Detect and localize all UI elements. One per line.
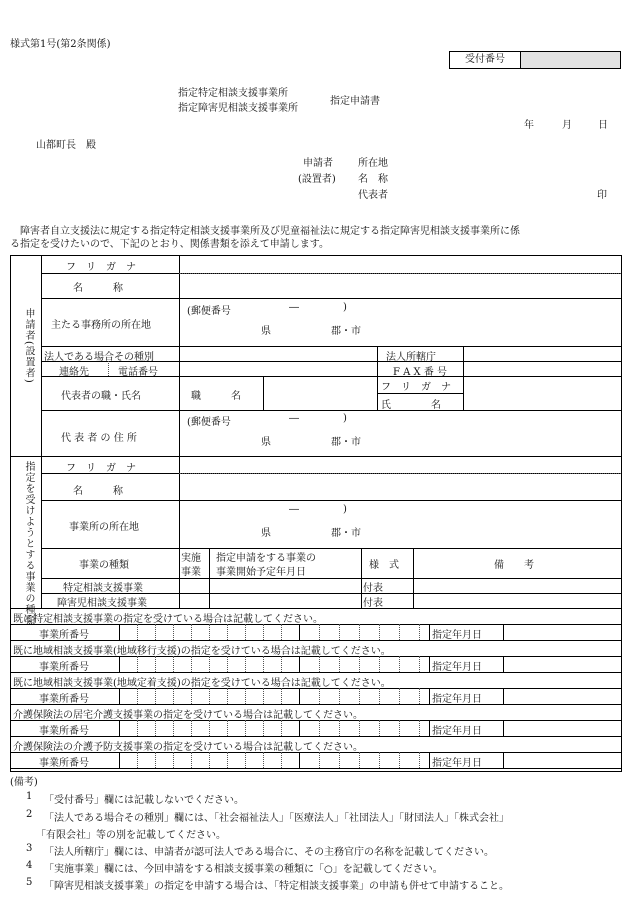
business-row-1-remarks[interactable] xyxy=(415,579,619,592)
business-row-2-name: 障害児相談支援事業 xyxy=(57,598,147,609)
office-number-label: 事業所番号 xyxy=(39,726,89,737)
business-row-2-remarks[interactable] xyxy=(415,594,619,607)
start-date-header-b: 事業開始予定年月日 xyxy=(216,567,306,578)
note-3-text: 「法人所轄庁」欄には、申請者が認可法人である場合に、その主務官庁の名称を記載してください。 xyxy=(44,847,494,858)
date-month: 月 xyxy=(562,120,572,131)
office-number-digit[interactable] xyxy=(138,721,154,735)
seal-mark: 印 xyxy=(597,190,607,201)
office-number-digit[interactable] xyxy=(156,657,172,671)
application-table xyxy=(10,255,622,772)
rep-position-field[interactable] xyxy=(265,378,375,409)
digit-divider xyxy=(419,752,420,768)
office-number-digit[interactable] xyxy=(246,657,262,671)
digit-divider xyxy=(359,752,360,768)
digit-divider xyxy=(263,624,264,640)
office-number-digit[interactable] xyxy=(282,657,298,671)
digit-divider xyxy=(245,720,246,736)
digit-divider xyxy=(227,656,228,672)
office-number-digit[interactable] xyxy=(120,625,136,639)
office-number-digit[interactable] xyxy=(156,625,172,639)
digit-divider xyxy=(419,688,420,704)
digit-divider xyxy=(419,720,420,736)
office-number-digit[interactable] xyxy=(228,625,244,639)
digit-divider xyxy=(227,624,228,640)
office-number-digit[interactable] xyxy=(246,625,262,639)
office-number-digit[interactable] xyxy=(282,625,298,639)
form-number: 様式第1号(第2条関係) xyxy=(10,39,111,50)
digit-divider xyxy=(263,688,264,704)
office-number-digit[interactable] xyxy=(264,753,280,767)
rep-title-label: 代表者の職・氏名 xyxy=(61,391,141,402)
designation-date-field[interactable] xyxy=(505,689,619,703)
corp-authority-field[interactable] xyxy=(465,348,619,360)
business-row-1-implemented[interactable] xyxy=(181,579,207,592)
digit-divider xyxy=(245,624,246,640)
digit-divider xyxy=(155,752,156,768)
name-field[interactable] xyxy=(181,275,619,297)
office-number-digit[interactable] xyxy=(138,753,154,767)
digit-divider xyxy=(191,656,192,672)
fax-label: F A X 番 号 xyxy=(393,367,447,378)
rep-furigana-field[interactable] xyxy=(465,378,619,392)
form-header: 様 式 xyxy=(369,560,399,571)
digit-divider xyxy=(263,656,264,672)
digit-divider xyxy=(155,624,156,640)
cell-divider xyxy=(299,624,300,640)
main-office-dash: ― xyxy=(289,302,299,313)
note-3-num: 3 xyxy=(26,843,33,854)
note-2-text: 「法人である場合その種別」欄には、「社会福祉法人」「医療法人」「社団法人」「財団法人」「株式会社」 xyxy=(44,813,509,824)
cell-divider xyxy=(429,656,430,672)
digit-divider xyxy=(209,624,210,640)
addressee: 山都町長 殿 xyxy=(36,140,96,151)
note-2-continued: 「有限会社」等の別を記載してください。 xyxy=(36,830,226,841)
digit-divider xyxy=(227,720,228,736)
digit-divider xyxy=(339,720,340,736)
office-prefecture: 県 xyxy=(261,528,271,539)
start-date-header-a: 指定申請をする事業の xyxy=(216,553,316,564)
title-line2: 指定障害児相談支援事業所 xyxy=(178,103,298,114)
rep-name-label: 氏 名 xyxy=(381,400,441,411)
office-name-label: 名 称 xyxy=(73,486,123,497)
cell-divider xyxy=(429,752,430,768)
note-4-num: 4 xyxy=(26,860,33,871)
digit-divider xyxy=(137,656,138,672)
furigana-field[interactable] xyxy=(181,258,619,272)
office-paren: ) xyxy=(343,504,347,515)
office-city: 郡・市 xyxy=(331,528,361,539)
office-number-digit[interactable] xyxy=(192,721,208,735)
office-number-digit[interactable] xyxy=(210,657,226,671)
cell-divider xyxy=(299,720,300,736)
business-row-2-implemented[interactable] xyxy=(181,594,207,607)
office-number-digit[interactable] xyxy=(192,625,208,639)
office-number-digit[interactable] xyxy=(228,721,244,735)
office-number-digit[interactable] xyxy=(174,657,190,671)
digit-divider xyxy=(173,624,174,640)
reception-number-box xyxy=(449,51,621,69)
business-row-1-form: 付表 xyxy=(363,583,383,594)
applicant-side-label: 申請者(設置者) xyxy=(23,308,34,384)
business-type-header: 事業の種類 xyxy=(79,560,129,571)
digit-divider xyxy=(173,656,174,672)
digit-divider xyxy=(209,720,210,736)
office-number-label: 事業所番号 xyxy=(39,694,89,705)
note-1-text: 「受付番号」欄には記載しないでください。 xyxy=(44,795,244,806)
applicant-name-label: 名 称 xyxy=(358,174,388,185)
cell-divider xyxy=(429,624,430,640)
cell-divider xyxy=(503,752,504,768)
office-number-label: 事業所番号 xyxy=(39,662,89,673)
rep-address-postal: (郵便番号 xyxy=(187,417,231,428)
intro-line1: 障害者自立支援法に規定する指定特定相談支援事業所及び児童福祉法に規定する指定障害児相談支援事業所に係 xyxy=(20,226,520,237)
office-number-digit[interactable] xyxy=(228,657,244,671)
corp-type-field[interactable] xyxy=(181,348,375,360)
designation-date-field[interactable] xyxy=(505,721,619,735)
office-number-digit[interactable] xyxy=(264,657,280,671)
digit-divider xyxy=(245,688,246,704)
office-furigana-field[interactable] xyxy=(181,458,619,472)
digit-divider xyxy=(191,752,192,768)
digit-divider xyxy=(137,720,138,736)
office-number-digit[interactable] xyxy=(282,721,298,735)
office-number-digit[interactable] xyxy=(210,625,226,639)
office-number-label: 事業所番号 xyxy=(39,758,89,769)
digit-divider xyxy=(209,752,210,768)
corp-type-label: 法人である場合その種別 xyxy=(44,352,154,363)
designation-date-label: 指定年月日 xyxy=(432,726,482,737)
note-5-num: 5 xyxy=(26,877,33,888)
digit-divider xyxy=(419,624,420,640)
digit-divider xyxy=(209,688,210,704)
digit-divider xyxy=(339,624,340,640)
digit-divider xyxy=(137,752,138,768)
rep-position-label: 職 名 xyxy=(191,391,241,402)
existing-header: 介護保険法の居宅介護支援事業の指定を受けている場合は記載してください。 xyxy=(13,710,363,721)
corp-authority-label: 法人所轄庁 xyxy=(386,352,436,363)
digit-divider xyxy=(359,688,360,704)
title-suffix: 指定申請書 xyxy=(330,96,380,107)
office-dash: ― xyxy=(289,504,299,515)
digit-divider xyxy=(191,688,192,704)
digit-divider xyxy=(281,624,282,640)
cell-divider xyxy=(503,688,504,704)
office-number-label: 事業所番号 xyxy=(39,630,89,641)
row-divider xyxy=(11,704,621,705)
existing-header: 介護保険法の介護予防支援事業の指定を受けている場合は記載してください。 xyxy=(13,742,363,753)
representative-label: 代表者 xyxy=(358,190,388,201)
office-number-digit[interactable] xyxy=(246,721,262,735)
office-number-digit[interactable] xyxy=(192,689,208,703)
office-number-digit[interactable] xyxy=(174,753,190,767)
office-number-digit[interactable] xyxy=(138,625,154,639)
office-number-digit[interactable] xyxy=(156,721,172,735)
cell-divider xyxy=(429,688,430,704)
remarks-header: 備 考 xyxy=(494,560,534,571)
office-number-digit[interactable] xyxy=(174,625,190,639)
office-number-digit[interactable] xyxy=(138,657,154,671)
rep-address-dash: ― xyxy=(289,413,299,424)
note-2-num: 2 xyxy=(26,809,33,820)
name-label: 名 称 xyxy=(73,283,123,294)
digit-divider xyxy=(379,656,380,672)
business-row-1-start-date[interactable] xyxy=(211,579,359,592)
rep-address-paren: ) xyxy=(343,413,347,424)
digit-divider xyxy=(155,720,156,736)
digit-divider xyxy=(155,688,156,704)
digit-divider xyxy=(263,720,264,736)
phone-label: 電話番号 xyxy=(118,367,158,378)
phone-field[interactable] xyxy=(181,363,375,375)
digit-divider xyxy=(379,688,380,704)
business-side-label: 指定を受けようとする事業の種類 xyxy=(23,461,34,626)
designation-date-field[interactable] xyxy=(505,657,619,671)
digit-divider xyxy=(379,624,380,640)
office-number-digit[interactable] xyxy=(192,657,208,671)
office-number-digit[interactable] xyxy=(156,753,172,767)
cell-divider xyxy=(503,656,504,672)
digit-divider xyxy=(137,688,138,704)
office-number-digit[interactable] xyxy=(120,689,136,703)
rep-furigana-label: フ リ ガ ナ xyxy=(381,382,451,393)
office-name-field[interactable] xyxy=(181,475,619,499)
digit-divider xyxy=(227,752,228,768)
digit-divider xyxy=(191,720,192,736)
digit-divider xyxy=(281,688,282,704)
office-number-digit[interactable] xyxy=(264,721,280,735)
digit-divider xyxy=(319,624,320,640)
digit-divider xyxy=(339,688,340,704)
digit-divider xyxy=(359,720,360,736)
office-number-digit[interactable] xyxy=(120,721,136,735)
digit-divider xyxy=(173,688,174,704)
office-number-digit[interactable] xyxy=(282,753,298,767)
digit-divider xyxy=(319,752,320,768)
fax-field[interactable] xyxy=(465,363,619,375)
title-line1: 指定特定相談支援事業所 xyxy=(178,88,288,99)
reception-number-field[interactable] xyxy=(521,52,620,68)
digit-divider xyxy=(379,720,380,736)
digit-divider xyxy=(155,656,156,672)
digit-divider xyxy=(359,624,360,640)
business-row-2-start-date[interactable] xyxy=(211,594,359,607)
digit-divider xyxy=(379,752,380,768)
rep-address-prefecture: 県 xyxy=(261,437,271,448)
designation-date-field[interactable] xyxy=(505,753,619,767)
digit-divider xyxy=(245,656,246,672)
implemented-header-b: 事業 xyxy=(181,567,201,578)
office-number-digit[interactable] xyxy=(210,689,226,703)
digit-divider xyxy=(319,720,320,736)
office-address-label: 事業所の所在地 xyxy=(69,522,139,533)
cell-divider xyxy=(429,720,430,736)
designation-date-label: 指定年月日 xyxy=(432,694,482,705)
main-office-label: 主たる事務所の所在地 xyxy=(51,320,151,331)
row-divider xyxy=(11,736,621,737)
installer-label: (設置者) xyxy=(298,174,336,185)
cell-divider xyxy=(299,752,300,768)
office-number-digit[interactable] xyxy=(228,753,244,767)
digit-divider xyxy=(245,752,246,768)
existing-header: 既に地域相談支援事業(地域定着支援)の指定を受けている場合は記載してください。 xyxy=(13,678,391,689)
digit-divider xyxy=(339,656,340,672)
digit-divider xyxy=(137,624,138,640)
cell-divider xyxy=(299,656,300,672)
office-number-digit[interactable] xyxy=(210,721,226,735)
digit-divider xyxy=(359,656,360,672)
applicant-label: 申請者 xyxy=(303,158,333,169)
rep-name-field[interactable] xyxy=(465,395,619,409)
designation-date-label: 指定年月日 xyxy=(432,662,482,673)
row-divider xyxy=(11,672,621,673)
row-divider xyxy=(11,640,621,641)
office-number-digit[interactable] xyxy=(138,689,154,703)
office-number-digit[interactable] xyxy=(264,689,280,703)
cell-divider xyxy=(503,720,504,736)
cell-divider xyxy=(503,624,504,640)
office-number-digit[interactable] xyxy=(228,689,244,703)
digit-divider xyxy=(281,656,282,672)
main-office-prefecture: 県 xyxy=(261,326,271,337)
office-number-digit[interactable] xyxy=(174,689,190,703)
existing-header: 既に地域相談支援事業(地域移行支援)の指定を受けている場合は記載してください。 xyxy=(13,646,391,657)
digit-divider xyxy=(281,752,282,768)
digit-divider xyxy=(319,688,320,704)
contact-label: 連絡先 xyxy=(59,367,89,378)
digit-divider xyxy=(209,656,210,672)
existing-header: 既に特定相談支援事業の指定を受けている場合は記載してください。 xyxy=(13,614,323,625)
office-number-digit[interactable] xyxy=(120,753,136,767)
digit-divider xyxy=(399,656,400,672)
designation-date-field[interactable] xyxy=(505,625,619,639)
digit-divider xyxy=(399,624,400,640)
note-4-text: 「実施事業」欄には、今回申請をする相談支援事業の種類に「○」を記載してください。 xyxy=(44,864,443,875)
office-number-digit[interactable] xyxy=(264,625,280,639)
furigana-label: フ リ ガ ナ xyxy=(66,262,136,273)
rep-address-label: 代 表 者 の 住 所 xyxy=(61,433,137,444)
notes-heading: (備考) xyxy=(10,777,38,788)
intro-line2: る指定を受けたいので、下記のとおり、関係書類を添えて申請します。 xyxy=(10,239,329,250)
office-number-digit[interactable] xyxy=(174,721,190,735)
digit-divider xyxy=(263,752,264,768)
digit-divider xyxy=(227,688,228,704)
note-1-num: 1 xyxy=(26,791,33,802)
cell-divider xyxy=(299,688,300,704)
digit-divider xyxy=(339,752,340,768)
designation-date-label: 指定年月日 xyxy=(432,758,482,769)
row-divider xyxy=(11,768,621,769)
digit-divider xyxy=(191,624,192,640)
business-row-2-form: 付表 xyxy=(363,598,383,609)
office-number-digit[interactable] xyxy=(120,657,136,671)
office-number-digit[interactable] xyxy=(246,689,262,703)
office-furigana-label: フ リ ガ ナ xyxy=(66,463,136,474)
main-office-postal: (郵便番号 xyxy=(187,306,231,317)
date-day: 日 xyxy=(598,120,608,131)
note-5-text: 「障害児相談支援事業」の指定を申請する場合は、「特定相談支援事業」の申請も併せて申請すること。 xyxy=(44,881,509,892)
office-number-digit[interactable] xyxy=(210,753,226,767)
office-number-digit[interactable] xyxy=(192,753,208,767)
implemented-header-a: 実施 xyxy=(181,553,201,564)
digit-divider xyxy=(319,656,320,672)
business-row-1-name: 特定相談支援事業 xyxy=(63,583,143,594)
applicant-address-label: 所在地 xyxy=(358,158,388,169)
reception-number-label: 受付番号 xyxy=(450,52,521,68)
office-number-digit[interactable] xyxy=(156,689,172,703)
main-office-city: 郡・市 xyxy=(331,326,361,337)
office-number-digit[interactable] xyxy=(246,753,262,767)
digit-divider xyxy=(399,752,400,768)
date-year: 年 xyxy=(524,120,534,131)
rep-address-city: 郡・市 xyxy=(331,437,361,448)
digit-divider xyxy=(399,688,400,704)
office-number-digit[interactable] xyxy=(282,689,298,703)
digit-divider xyxy=(399,720,400,736)
digit-divider xyxy=(173,720,174,736)
digit-divider xyxy=(173,752,174,768)
digit-divider xyxy=(419,656,420,672)
digit-divider xyxy=(281,720,282,736)
designation-date-label: 指定年月日 xyxy=(432,630,482,641)
main-office-paren: ) xyxy=(343,302,347,313)
